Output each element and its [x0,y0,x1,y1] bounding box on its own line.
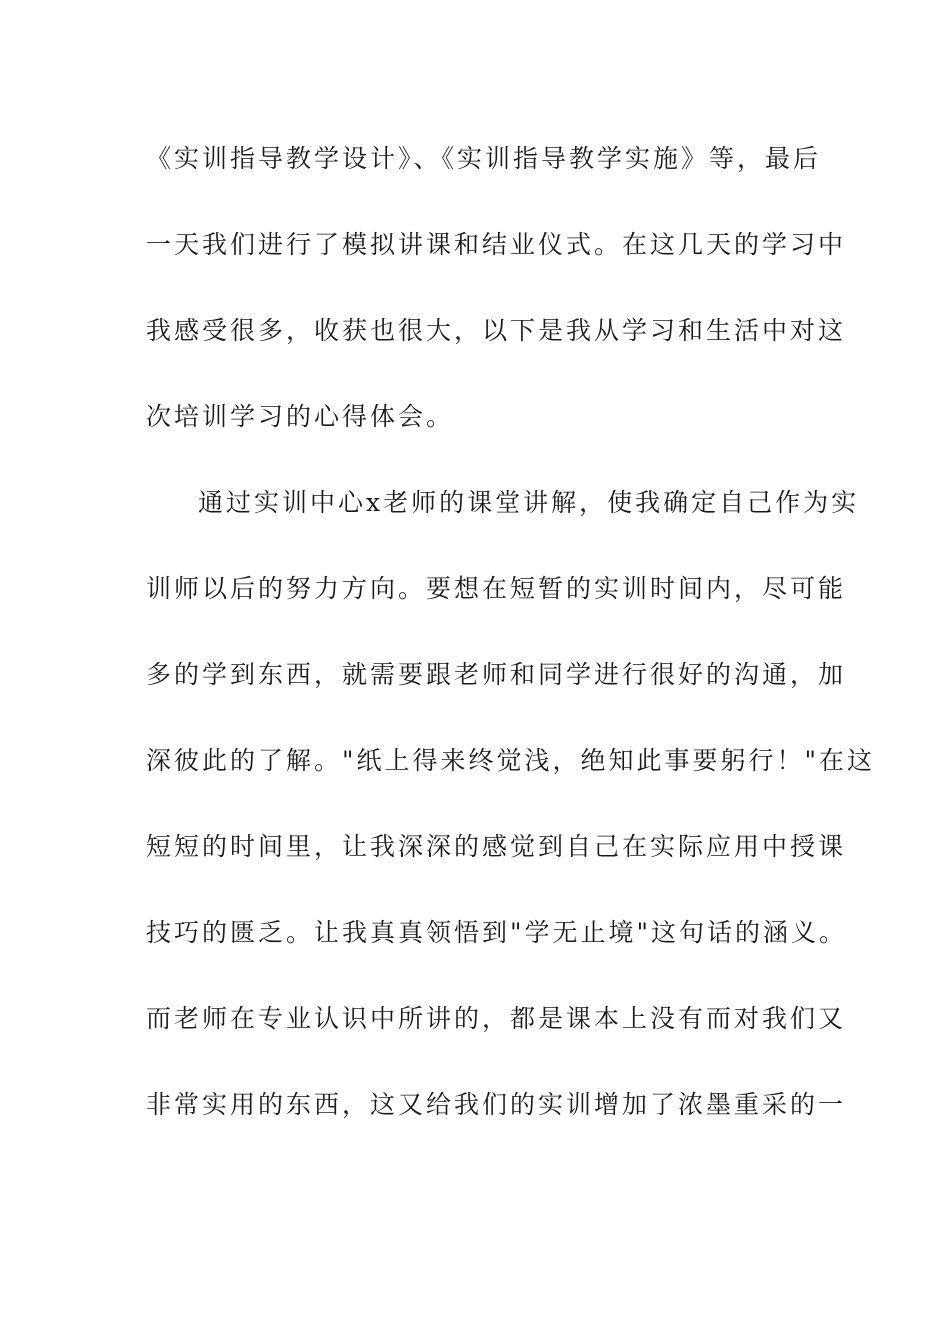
text-line: 《实训指导教学设计》、《实训指导教学实施》等，最后 [146,144,822,173]
text-line: 一天我们进行了模拟讲课和结业仪式。在这几天的学习中 [146,230,847,259]
text-line: 技巧的匮乏。让我真真领悟到"学无止境"这句话的涵义。 [146,918,848,947]
paragraph-start-line: 通过实训中心x老师的课堂讲解，使我确定自己作为实 [198,488,860,517]
text-line: 而老师在专业认识中所讲的，都是课本上没有而对我们又 [146,1004,847,1033]
text-line: 次培训学习的心得体会。 [146,402,455,431]
text-line: 非常实用的东西，这又给我们的实训增加了浓墨重采的一 [146,1090,847,1119]
text-line: 我感受很多，收获也很大，以下是我从学习和生活中对这 [146,316,847,345]
text-line: 多的学到东西，就需要跟老师和同学进行很好的沟通，加 [146,660,847,689]
body-text [146,130,876,1162]
text-line: 深彼此的了解。"纸上得来终觉浅，绝知此事要躬行！"在这 [146,746,876,775]
text-line: 训师以后的努力方向。要想在短暂的实训时间内，尽可能 [146,574,847,603]
text-line: 短短的时间里，让我深深的感觉到自己在实际应用中授课 [146,832,847,861]
